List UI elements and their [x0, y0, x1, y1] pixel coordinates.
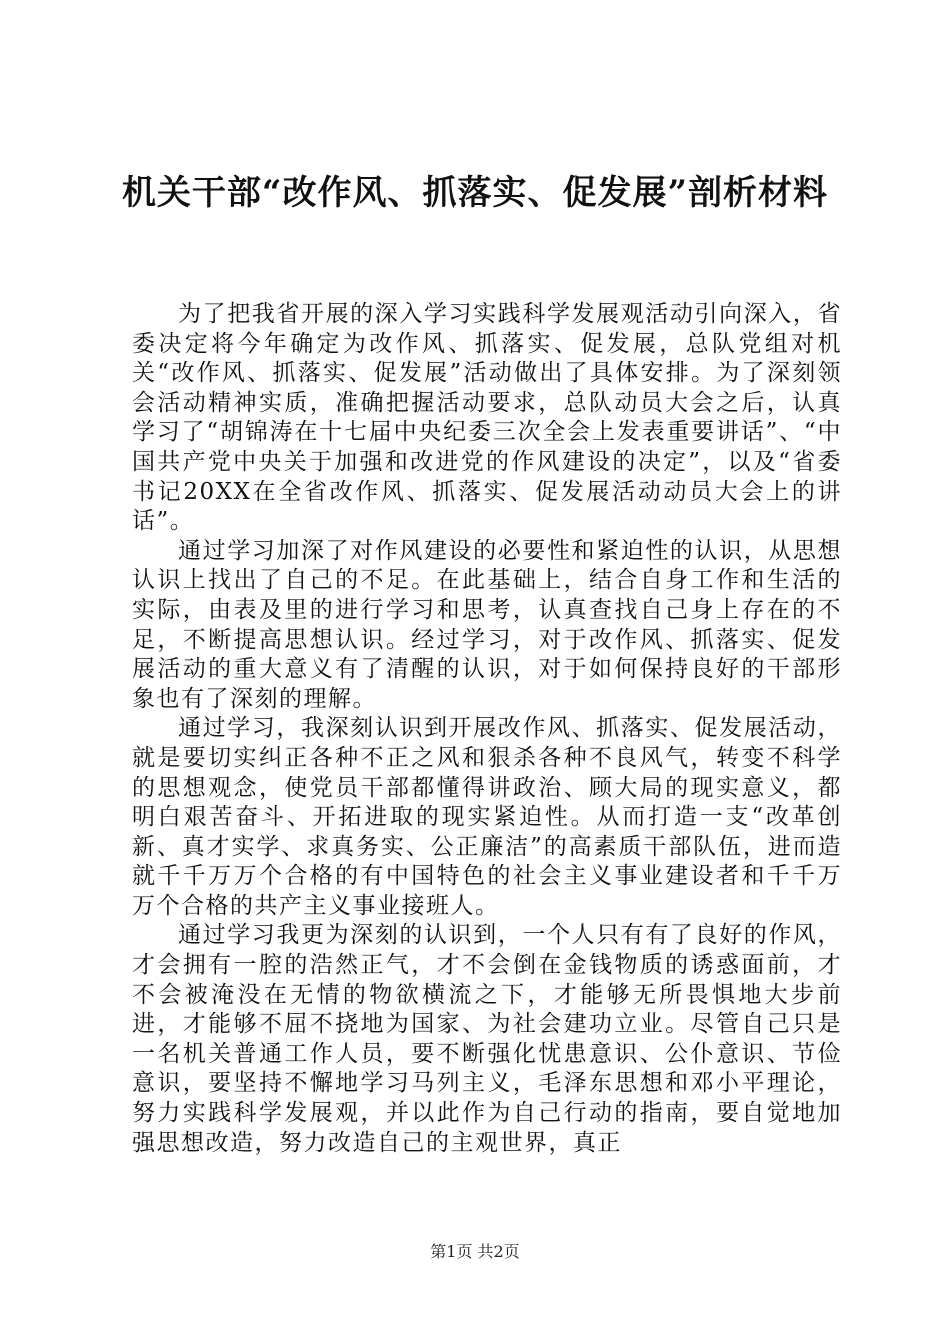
- paragraph: 通过学习，我深刻认识到开展改作风、抓落实、促发展活动，就是要切实纠正各种不正之风和狠杀各种不良风气，转变不科学的思想观念，使党员干部都懂得讲政治、顾大局的现实意义，都明白艰苦奋斗、开拓进取的现实紧迫性。从而打造一支“改革创新、真才实学、求真务实、公正廉洁”的高素质干部队伍，进而造就千千万万个合格的有中国特色的社会主义事业建设者和千千万万个合格的共产主义事业接班人。: [132, 715, 842, 919]
- document-title: 机关干部“改作风、抓落实、促发展”剖析材料: [121, 173, 829, 213]
- page-number-footer: 第1页 共2页: [430, 1242, 520, 1261]
- paragraph: 通过学习加深了对作风建设的必要性和紧迫性的认识，从思想认识上找出了自己的不足。在此基础上，结合自身工作和生活的实际，由表及里的进行学习和思考，认真查找自己身上存在的不足，不断提高思想认识。经过学习，对于改作风、抓落实、促发展活动的重大意义有了清醒的认识，对于如何保持良好的干部形象也有了深刻的理解。: [132, 537, 842, 712]
- document-body: [132, 300, 842, 1158]
- paragraph: 通过学习我更为深刻的认识到，一个人只有有了良好的作风，才会拥有一腔的浩然正气，才不会倒在金钱物质的诱惑面前，才不会被淹没在无情的物欲横流之下，才能够无所畏惧地大步前进，才能够不屈不挠地为国家、为社会建功立业。尽管自己只是一名机关普通工作人员，要不断强化忧患意识、公仆意识、节俭意识，要坚持不懈地学习马列主义，毛泽东思想和邓小平理论，努力实践科学发展观，并以此作为自己行动的指南，要自觉地加强思想改造，努力改造自己的主观世界，真正: [132, 922, 842, 1156]
- paragraph: 为了把我省开展的深入学习实践科学发展观活动引向深入，省委决定将今年确定为改作风、抓落实、促发展，总队党组对机关“改作风、抓落实、促发展”活动做出了具体安排。为了深刻领会活动精神实质，准确把握活动要求，总队动员大会之后，认真学习了“胡锦涛在十七届中央纪委三次全会上发表重要讲话”、“中国共产党中央关于加强和改进党的作风建设的决定”，以及“省委书记20XX在全省改作风、抓落实、促发展活动动员大会上的讲话”。: [132, 301, 842, 535]
